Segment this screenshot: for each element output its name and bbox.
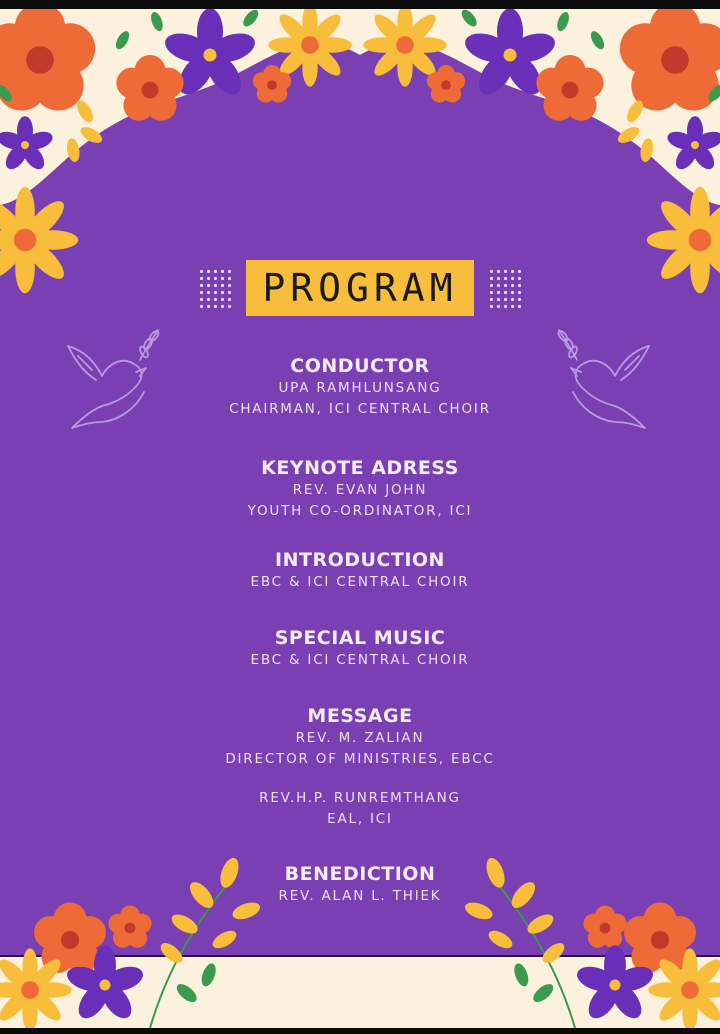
section-line: CHAIRMAN, ICI CENTRAL CHOIR [229, 401, 491, 417]
dot-grid-right [488, 268, 522, 308]
section-message [0, 704, 720, 830]
section-conductor [0, 354, 720, 420]
section-heading: MESSAGE [307, 705, 413, 727]
section-keynote [0, 456, 720, 522]
section-line: REV. EVAN JOHN [292, 482, 428, 498]
section-line: EBC & ICI CENTRAL CHOIR [250, 652, 470, 668]
section-heading: INTRODUCTION [275, 549, 445, 571]
section-line: REV.H.P. RUNREMTHANG [259, 790, 461, 806]
section-line: UPA RAMHLUNSANG [278, 380, 442, 396]
title-banner [246, 260, 474, 316]
section-special-music [0, 626, 720, 671]
section-benediction [0, 862, 720, 907]
bottom-border [0, 1028, 720, 1034]
section-introduction [0, 548, 720, 593]
section-line: YOUTH CO-ORDINATOR, ICI [247, 503, 473, 519]
section-line: REV. M. ZALIAN [295, 730, 425, 746]
section-line: EAL, ICI [327, 811, 393, 827]
page-title: PROGRAM [262, 266, 458, 310]
section-line: REV. ALAN L. THIEK [278, 888, 442, 904]
section-heading: BENEDICTION [284, 863, 436, 885]
top-border [0, 0, 720, 9]
section-heading: SPECIAL MUSIC [274, 627, 446, 649]
dot-grid-left [198, 268, 232, 308]
section-heading: CONDUCTOR [290, 355, 430, 377]
section-line: EBC & ICI CENTRAL CHOIR [250, 574, 470, 590]
section-heading: KEYNOTE ADRESS [261, 457, 459, 479]
section-line: DIRECTOR OF MINISTRIES, EBCC [225, 751, 495, 767]
